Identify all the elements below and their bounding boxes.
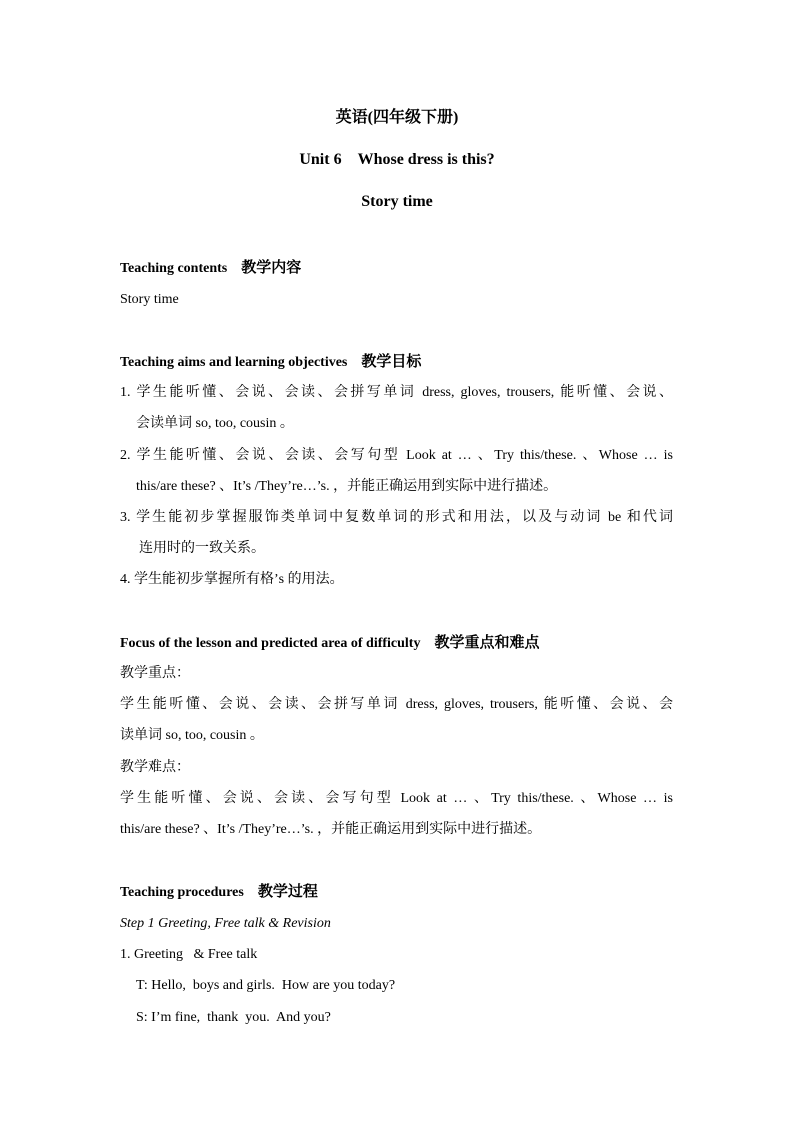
aim-item-2-line-2: this/are these? 、It’s /They’re…’s. ，并能正确运用到实际中进行描述。: [136, 479, 558, 494]
focus-heading-en: Focus of the lesson and predicted area of difficulty: [120, 636, 421, 651]
teaching-contents-text: Story time: [120, 292, 179, 307]
difficulty-label: 教学难点：: [120, 760, 190, 775]
aim-item-1-line-2: 会读单词 so, too, cousin 。: [136, 416, 294, 431]
key-points-label: 教学重点：: [120, 666, 190, 681]
procedures-heading: [120, 883, 318, 902]
dialogue-line-teacher: T: Hello, boys and girls. How are you today?: [136, 978, 396, 993]
aim-item-2-line-1: 2. 学生能听懂、会说、会读、会写句型 Look at … 、Try this/these. 、Whose … is: [120, 448, 673, 463]
aim-item-4-line-1: 4. 学生能初步掌握所有格’s 的用法。: [120, 572, 344, 587]
teaching-contents-heading-cn: 教学内容: [241, 260, 302, 276]
teaching-contents-heading: [120, 259, 301, 278]
teaching-aims-heading-en: Teaching aims and learning objectives: [120, 355, 348, 370]
key-points-line-2: 读单词 so, too, cousin 。: [120, 728, 264, 743]
part-title: Story time: [361, 193, 433, 210]
difficulty-line-1: 学生能听懂、会说、会读、会写句型 Look at … 、Try this/these. 、Whose … is: [120, 791, 673, 806]
difficulty-line-2: this/are these? 、It’s /They’re…’s. ，并能正确运用到实际中进行描述。: [120, 822, 542, 837]
teaching-aims-heading-cn: 教学目标: [361, 354, 422, 370]
aim-item-3-line-1: 3. 学生能初步掌握服饰类单词中复数单词的形式和用法，以及与动词 be 和代词: [120, 510, 673, 525]
procedures-heading-cn: 教学过程: [257, 884, 318, 900]
teaching-contents-heading-en: Teaching contents: [120, 261, 228, 276]
aim-item-1-line-1: 1. 学生能听懂、会说、会读、会拼写单词 dress, gloves, trousers, 能听懂、会说、: [120, 385, 673, 400]
key-points-line-1: 学生能听懂、会说、会读、会拼写单词 dress, gloves, trousers, 能听懂、会说、会: [120, 697, 673, 712]
dialogue-line-student: S: I’m fine, thank you. And you?: [136, 1010, 331, 1025]
focus-heading-cn: 教学重点和难点: [434, 635, 540, 651]
unit-title: Unit 6 Whose dress is this?: [299, 151, 495, 168]
teaching-aims-heading: [120, 353, 421, 372]
document-title: 英语(四年级下册): [335, 109, 459, 126]
step-1-sub-1: 1. Greeting & Free talk: [120, 947, 258, 962]
procedures-heading-en: Teaching procedures: [120, 885, 244, 900]
focus-heading: [120, 634, 540, 653]
step-1-title: Step 1 Greeting, Free talk & Revision: [120, 916, 331, 931]
aim-item-3-line-2: 连用时的一致关系。: [139, 541, 265, 556]
